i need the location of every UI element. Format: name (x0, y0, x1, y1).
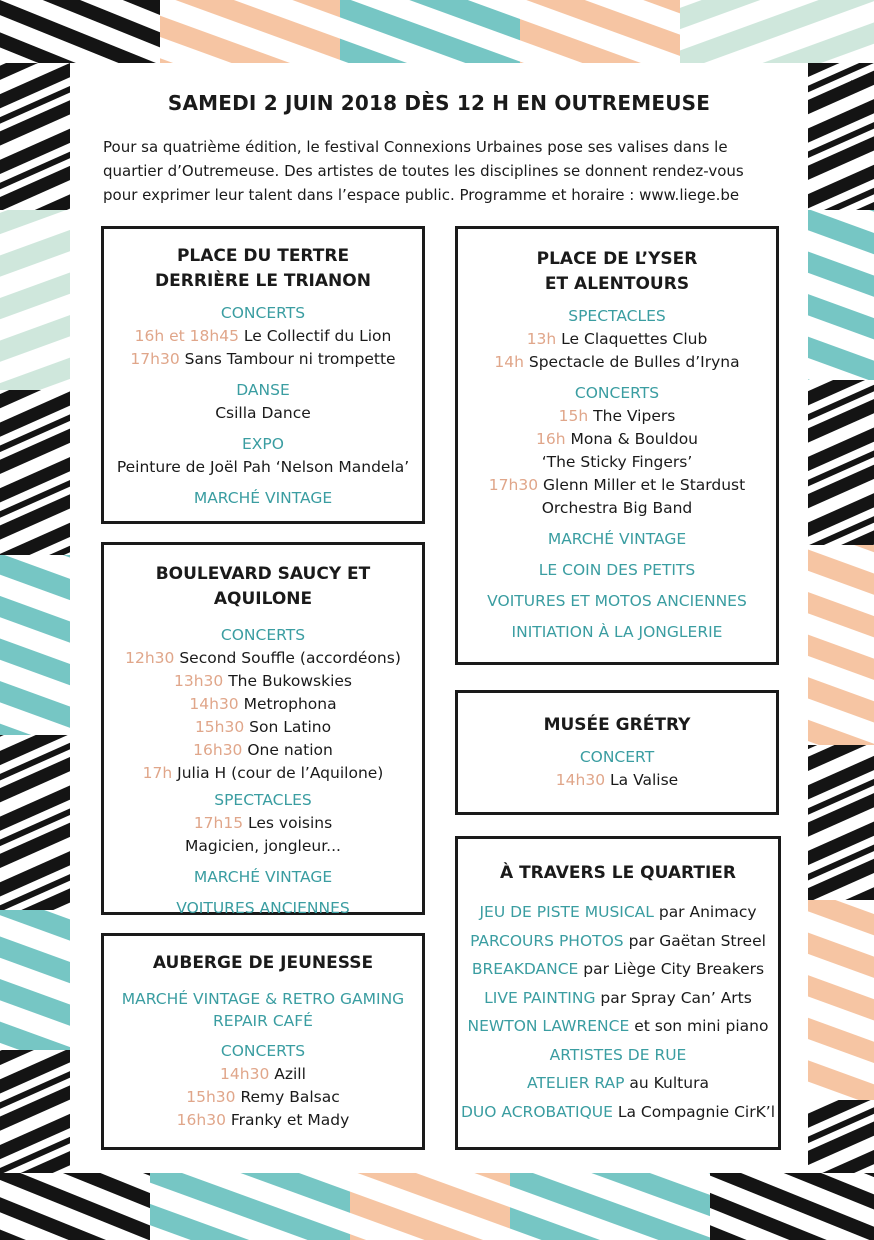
section-label: LE COIN DES PETITS (538, 561, 696, 579)
venue-musee-gretry (455, 690, 779, 815)
event-row: Orchestra Big Band (541, 499, 693, 517)
venue-title: À TRAVERS LE QUARTIER (500, 863, 736, 883)
event-row: 16h30 Franky et Mady (176, 1111, 350, 1129)
section-label: VOITURES ET MOTOS ANCIENNES (487, 592, 747, 610)
venue-place-du-tertre (101, 226, 425, 524)
event-row: 17h Julia H (cour de l’Aquilone) (142, 764, 384, 782)
page-title: SAMEDI 2 JUIN 2018 DÈS 12 H EN OUTREMEUSE (167, 91, 711, 115)
venue-title: AUBERGE DE JEUNESSE (152, 953, 374, 973)
event-row: 14h Spectacle de Bulles d’Iryna (494, 353, 740, 371)
section-label: CONCERTS (574, 384, 660, 402)
venue-place-de-l-yser (455, 226, 779, 665)
venue-a-travers-le-quartier (455, 836, 781, 1150)
event-row: 13h Le Claquettes Club (526, 330, 708, 348)
event-row: Magicien, jongleur... (185, 837, 341, 855)
venue-title: BOULEVARD SAUCY ET AQUILONE (155, 564, 371, 609)
section-label: MARCHÉ VINTAGE & RETRO GAMING REPAIR CAFÉ (121, 990, 405, 1030)
activity-row: DUO ACROBATIQUE La Compagnie CirK’l (460, 1102, 775, 1121)
event-row: 17h15 Les voisins (193, 814, 333, 832)
event-row: 17h30 Sans Tambour ni trompette (130, 350, 396, 368)
section-label: MARCHÉ VINTAGE (193, 868, 333, 886)
activity-row: ATELIER RAP au Kultura (527, 1074, 709, 1092)
activity-row: BREAKDANCE par Liège City Breakers (471, 960, 765, 978)
activity-row: JEU DE PISTE MUSICAL par Animacy (479, 903, 757, 921)
intro-text: Pour sa quatrième édition, le festival Connexions Urbaines pose ses valises dans le quartier d’Outremeuse. Des artistes de toutes les disciplines se donnent rendez-vous pour exprimer leur talent dans l’espace public. Programme et horaire : www.liege.be (103, 138, 744, 204)
event-row: 16h Mona & Bouldou (536, 430, 698, 448)
section-label: INITIATION À LA JONGLERIE (511, 623, 723, 641)
event-row: 17h30 Glenn Miller et le Stardust (488, 476, 746, 494)
activity-row: PARCOURS PHOTOS par Gaëtan Streel (470, 931, 766, 950)
program-card (70, 63, 808, 1173)
venue-boulevard-saucy (101, 542, 425, 915)
event-row: 14h30 La Valise (555, 771, 679, 789)
event-row: 15h30 Son Latino (194, 718, 332, 736)
event-row: ‘The Sticky Fingers’ (541, 453, 693, 471)
event-row: 15h30 Remy Balsac (186, 1088, 340, 1106)
section-label: EXPO (242, 435, 284, 453)
section-label: SPECTACLES (568, 307, 666, 325)
event-row: 14h30 Azill (220, 1065, 306, 1083)
section-label: DANSE (236, 381, 290, 399)
section-label: CONCERTS (220, 304, 306, 322)
event-row: 16h et 18h45 Le Collectif du Lion (134, 327, 392, 345)
venue-title: MUSÉE GRÉTRY (543, 715, 691, 735)
event-row: 16h30 One nation (193, 741, 333, 759)
activity-row: NEWTON LAWRENCE et son mini piano (467, 1017, 769, 1035)
section-label: CONCERT (579, 748, 655, 766)
event-row: 15h The Vipers (558, 407, 676, 425)
activity-row: LIVE PAINTING par Spray Can’ Arts (484, 988, 752, 1007)
section-label: SPECTACLES (214, 791, 312, 809)
section-label: VOITURES ANCIENNES (176, 899, 350, 917)
section-label: MARCHÉ VINTAGE (193, 489, 333, 507)
event-row: 14h30 Metrophona (189, 695, 337, 713)
venue-auberge-de-jeunesse (101, 933, 425, 1150)
section-label: MARCHÉ VINTAGE (547, 530, 687, 548)
activity-row: ARTISTES DE RUE (549, 1045, 687, 1064)
section-label: CONCERTS (220, 626, 306, 644)
section-label: CONCERTS (220, 1042, 306, 1060)
event-row: Csilla Dance (215, 404, 311, 422)
venue-title: PLACE DU TERTRE DERRIÈRE LE TRIANON (155, 246, 371, 291)
event-row: Peinture de Joël Pah ‘Nelson Mandela’ (116, 458, 410, 476)
venue-title: PLACE DE L’YSER ET ALENTOURS (536, 249, 698, 294)
event-row: 13h30 The Bukowskies (174, 672, 352, 690)
event-row: 12h30 Second Souffle (accordéons) (125, 649, 401, 667)
